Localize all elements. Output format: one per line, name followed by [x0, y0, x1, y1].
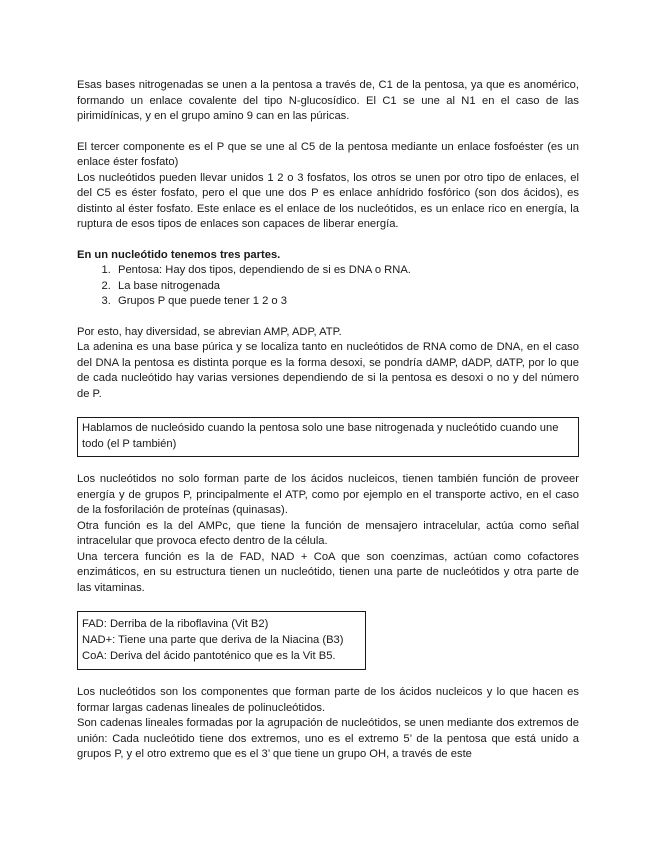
document-body [77, 78, 579, 763]
box-line-coa: CoA: Deriva del ácido pantoténico que es la Vit B5. [82, 650, 336, 662]
parts-list [77, 263, 579, 310]
box-text: Hablamos de nucleósido cuando la pentosa solo une base nitrogenada y nucleótido cuando une todo (el P también) [82, 422, 559, 450]
paragraph-funciones-energia: Los nucleótidos no solo forman parte de los ácidos nucleicos, tienen también función de proveer energía y de grupos P, principalmente el ATP, como por ejemplo en el transporte activo, en el caso de la fosforilación de proteínas (quinasas). [77, 473, 579, 516]
paragraph-tercer-componente: El tercer componente es el P que se une al C5 de la pentosa mediante un enlace fosfoéster (es un enlace éster fosfato) [77, 140, 579, 168]
paragraph-adenina: La adenina es una base púrica y se localiza tanto en nucleótidos de RNA como de DNA, en el caso del DNA la pentosa es distinta porque es la forma desoxi, se pondría dAMP, dADP, dATP, por lo que de cada nucleótido hay varias versiones dependiendo de si la pentosa es desoxi o no y del número de P. [77, 341, 579, 400]
box-line-nad: NAD+: Tiene una parte que deriva de la Niacina (B3) [82, 634, 344, 646]
paragraph-cadenas-lineales: Son cadenas lineales formadas por la agrupación de nucleótidos, se unen mediante dos extremos de unión: Cada nucleótido tiene dos extremos, uno es el extremo 5’ de la pentosa que está unido a grupos P, y el otro extremo que es el 3’ que tiene un grupo OH, a través de este [77, 717, 579, 760]
list-item: 1. Pentosa: Hay dos tipos, dependiendo de si es DNA o RNA. [114, 263, 579, 279]
paragraph-coenzimas: Una tercera función es la de FAD, NAD + CoA que son coenzimas, actúan como cofactores enzimáticos, en su estructura tienen un nucleótido, tienen una parte de nucleótidos y otra parte de las vitaminas. [77, 550, 579, 594]
paragraph-enlace-n-glucosidico: Esas bases nitrogenadas se unen a la pentosa a través de, C1 de la pentosa, ya que es anomérico, formando un enlace covalente del tipo N-glucosídico. El C1 se une al N1 en el caso de las pirimidínicas, y en el grupo amino 9 can en las púricas. [77, 79, 579, 122]
nucleosido-definition-box [77, 417, 579, 457]
list-item: 3. Grupos P que puede tener 1 2 o 3 [114, 294, 579, 310]
paragraph-ampc: Otra función es la del AMPc, que tiene la función de mensajero intracelular, actúa como señal intracelular que provoca efecto dentro de la célula. [77, 519, 579, 547]
paragraph-fosfatos: Los nucleótidos pueden llevar unidos 1 2 o 3 fosfatos, los otros se unen por otro tipo de enlaces, el del C5 es éster fosfato, pero el que une dos P es enlace anhídrido fosfórico (son dos ácidos), es distinto al éster fosfato. Este enlace es el enlace de los nucleótidos, es un enlace rico en energía, la ruptura de esos tipos de enlaces son capaces de liberar energía. [77, 171, 579, 230]
paragraph-diversidad: Por esto, hay diversidad, se abrevian AMP, ADP, ATP. [77, 325, 342, 338]
list-item: 2. La base nitrogenada [114, 279, 579, 295]
section-heading-tres-partes: En un nucleótido tenemos tres partes. [77, 248, 281, 261]
paragraph-polinucleotidos: Los nucleótidos son los componentes que forman parte de los ácidos nucleicos y lo que hacen es formar largas cadenas lineales de polinucleótidos. [77, 686, 579, 714]
box-line-fad: FAD: Derriba de la riboflavina (Vit B2) [82, 618, 269, 630]
coenzimas-box [77, 611, 366, 670]
